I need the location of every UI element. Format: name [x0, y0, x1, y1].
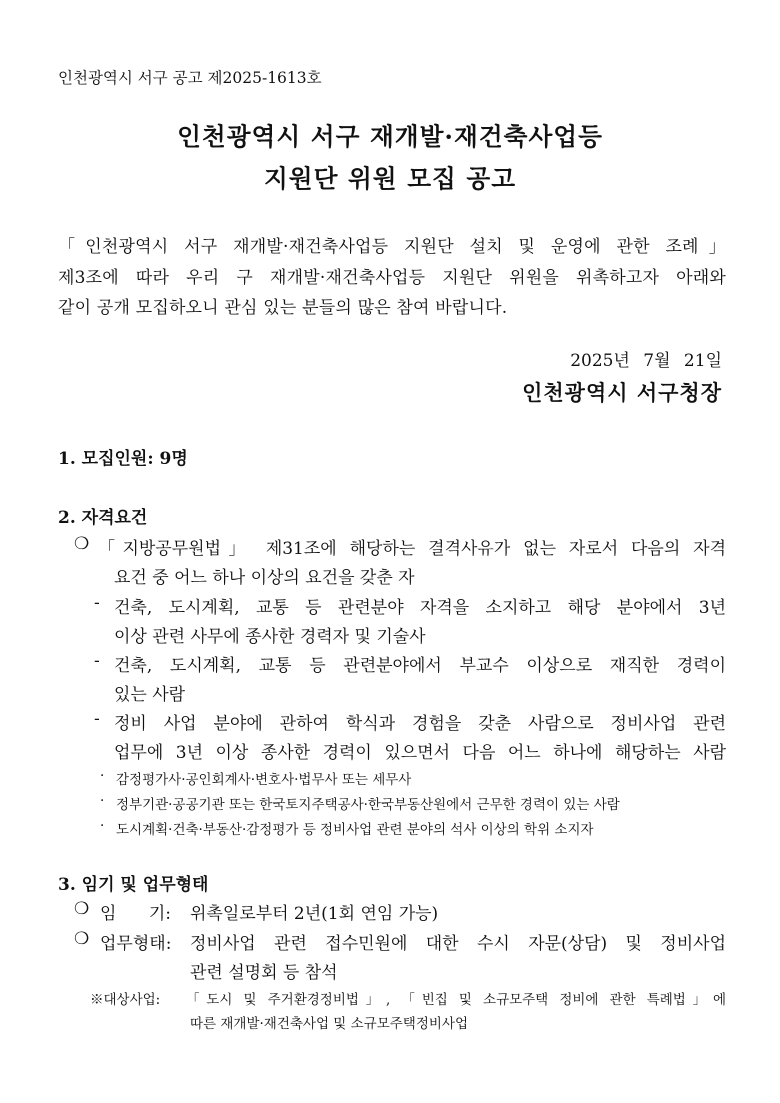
- target-project-label: ※대상사업:: [90, 992, 161, 1008]
- section-2-heading: 2. 자격요건: [58, 508, 148, 528]
- title-line-1: 인천광역시 서구 재개발·재건축사업등: [177, 122, 603, 151]
- target-project-line-1: 「도시 및 주거환경정비법」, 「빈집 및 소규모주택 정비에 관한 특례법」에: [186, 992, 726, 1008]
- title-line-2: 지원단 위원 모집 공고: [263, 164, 517, 193]
- dash-bullet: -: [94, 709, 100, 729]
- work-type-line-2: 관련 설명회 등 참석: [190, 963, 338, 983]
- qualification-item-3-line-2: 업무에 3년 이상 종사한 경력이 있으면서 다음 어느 하나에 해당하는 사람: [114, 743, 726, 763]
- dash-bullet: -: [94, 593, 100, 613]
- section-3-heading: 3. 임기 및 업무형태: [58, 875, 209, 895]
- target-project-line-2: 따른 재개발·재건축사업 및 소규모주택정비사업: [190, 1016, 468, 1032]
- term-label: 임 기:: [100, 904, 171, 924]
- qualification-item-2-line-1: 건축, 도시계획, 교통 등 관련분야에서 부교수 이상으로 재직한 경력이: [114, 656, 726, 676]
- notice-number: 인천광역시 서구 공고 제2025-1613호: [58, 69, 322, 87]
- sub-item-1: 감정평가사·공인회계사·변호사·법무사 또는 세무사: [116, 772, 412, 788]
- qualification-main-line-2: 요건 중 어느 하나 이상의 요건을 갖춘 자: [114, 568, 415, 588]
- qualification-item-2-line-2: 있는 사람: [114, 685, 186, 705]
- work-type-label: 업무형태:: [100, 934, 172, 954]
- sub-item-3: 도시계획·건축·부동산·감정평가 등 정비사업 관련 분야의 석사 이상의 학위 소지자: [116, 822, 594, 838]
- intro-line-1: 「인천광역시 서구 재개발·재건축사업등 지원단 설치 및 운영에 관한 조례」: [58, 237, 726, 257]
- qualification-item-1-line-1: 건축, 도시계획, 교통 등 관련분야 자격을 소지하고 해당 분야에서 3년: [114, 598, 726, 618]
- circle-bullet: ❍: [74, 929, 90, 949]
- section-1-heading: 1. 모집인원: 9명: [58, 449, 188, 469]
- dash-bullet: -: [94, 651, 100, 671]
- notice-date: 2025년 7월 21일: [570, 351, 722, 371]
- circle-bullet: ❍: [74, 534, 90, 554]
- circle-bullet: ❍: [74, 899, 90, 919]
- sub-item-2: 정부기관·공공기관 또는 한국토지주택공사·한국부동산원에서 근무한 경력이 있는 사람: [116, 797, 620, 813]
- intro-line-2: 제3조에 따라 우리 구 재개발·재건축사업등 지원단 위원을 위촉하고자 아래와: [58, 268, 726, 288]
- qualification-item-3-line-1: 정비 사업 분야에 관하여 학식과 경험을 갖춘 사람으로 정비사업 관련: [114, 714, 726, 734]
- issuer-name: 인천광역시 서구청장: [522, 380, 722, 405]
- work-type-line-1: 정비사업 관련 접수민원에 대한 수시 자문(상담) 및 정비사업: [190, 934, 726, 954]
- qualification-main-line-1: 「지방공무원법」 제31조에 해당하는 결격사유가 없는 자로서 다음의 자격: [98, 539, 726, 559]
- dot-bullet: ·: [100, 793, 105, 809]
- dot-bullet: ·: [100, 818, 105, 834]
- dot-bullet: ·: [100, 768, 105, 784]
- intro-line-3: 같이 공개 모집하오니 관심 있는 분들의 많은 참여 바랍니다.: [58, 298, 508, 318]
- qualification-item-1-line-2: 이상 관련 사무에 종사한 경력자 및 기술사: [114, 627, 426, 647]
- term-value: 위촉일로부터 2년(1회 연임 가능): [190, 904, 439, 924]
